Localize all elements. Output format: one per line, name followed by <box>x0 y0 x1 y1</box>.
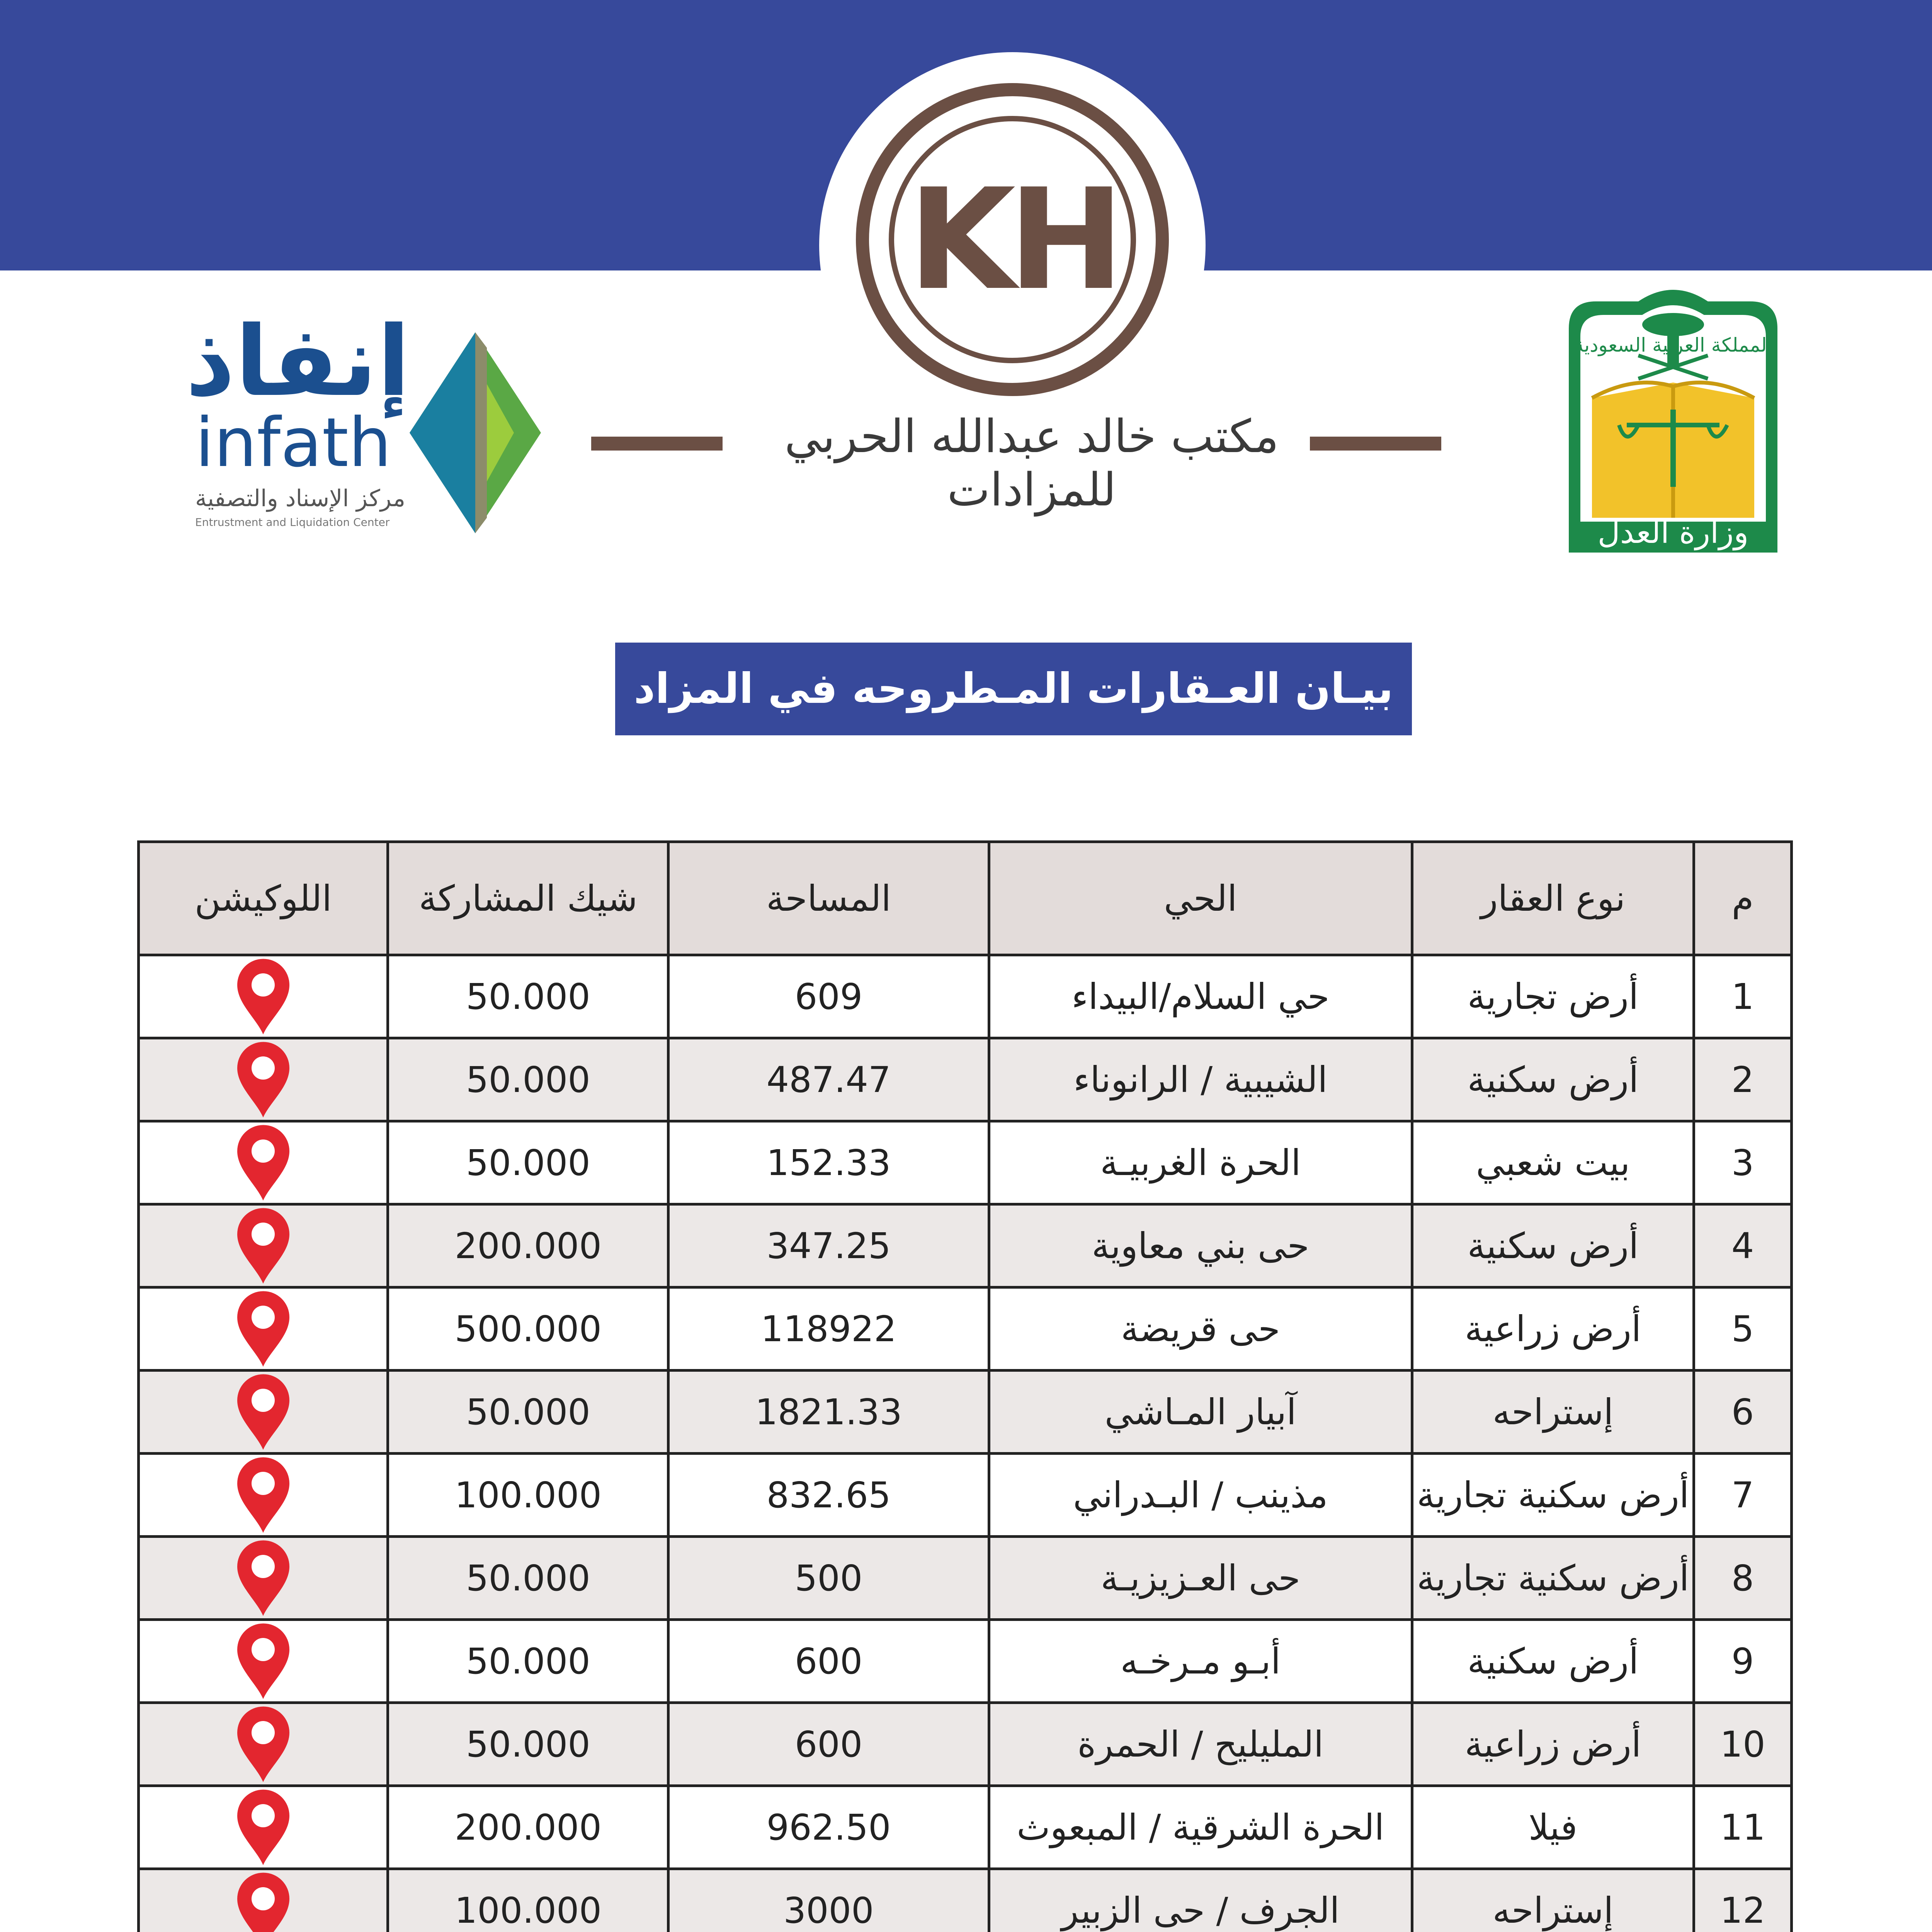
table-row <box>139 1620 1792 1703</box>
table-row <box>139 1371 1792 1454</box>
cell-property-type: أرض سكنية تجارية <box>1412 1454 1694 1537</box>
cell-area: 600 <box>668 1703 989 1786</box>
cell-location[interactable] <box>139 1204 388 1287</box>
map-pin-icon[interactable] <box>233 957 293 1036</box>
cell-area: 487.47 <box>668 1038 989 1121</box>
cell-property-type: أرض سكنية <box>1412 1038 1694 1121</box>
cell-index: 6 <box>1694 1371 1792 1454</box>
table-row <box>139 1204 1792 1287</box>
cell-area: 609 <box>668 955 989 1038</box>
cell-district: الشيبية / الرانوناء <box>989 1038 1412 1121</box>
cell-participation-check: 100.000 <box>388 1869 668 1932</box>
cell-index: 2 <box>1694 1038 1792 1121</box>
map-pin-icon[interactable] <box>233 1372 293 1452</box>
map-pin-icon[interactable] <box>233 1123 293 1202</box>
cell-participation-check: 200.000 <box>388 1786 668 1869</box>
cell-participation-check: 200.000 <box>388 1204 668 1287</box>
cell-area: 118922 <box>668 1287 989 1371</box>
cell-property-type: بيت شعبي <box>1412 1121 1694 1204</box>
cell-property-type: إستراحه <box>1412 1371 1694 1454</box>
cell-location[interactable] <box>139 1371 388 1454</box>
table-row <box>139 1287 1792 1371</box>
table-header-row <box>139 842 1792 955</box>
table-row <box>139 1869 1792 1932</box>
header-property-type: نوع العقار <box>1412 842 1694 955</box>
cell-index: 5 <box>1694 1287 1792 1371</box>
cell-district: المليليح / الحمرة <box>989 1703 1412 1786</box>
page-title: بيـان العـقارات المـطروحه في المزاد <box>615 643 1412 735</box>
map-pin-icon[interactable] <box>233 1456 293 1535</box>
cell-district: آبيار المـاشي <box>989 1371 1412 1454</box>
cell-property-type: فيلا <box>1412 1786 1694 1869</box>
kh-logo-text: KH <box>908 158 1117 321</box>
cell-participation-check: 500.000 <box>388 1287 668 1371</box>
cell-area: 500 <box>668 1537 989 1620</box>
table-row <box>139 1786 1792 1869</box>
map-pin-icon[interactable] <box>233 1206 293 1286</box>
cell-index: 12 <box>1694 1869 1792 1932</box>
cell-property-type: أرض سكنية <box>1412 1204 1694 1287</box>
cell-index: 10 <box>1694 1703 1792 1786</box>
table-row <box>139 1537 1792 1620</box>
cell-participation-check: 50.000 <box>388 1537 668 1620</box>
office-name-header: مكتب خالد عبدالله الحربي للمزادات <box>784 410 1279 516</box>
cell-index: 4 <box>1694 1204 1792 1287</box>
table-row <box>139 1038 1792 1121</box>
cell-district: حى قريضة <box>989 1287 1412 1371</box>
cell-district: الحرة الغربيـة <box>989 1121 1412 1204</box>
cell-district: حي السلام/البيداء <box>989 955 1412 1038</box>
cell-location[interactable] <box>139 1038 388 1121</box>
header-index: م <box>1694 842 1792 955</box>
cell-area: 1821.33 <box>668 1371 989 1454</box>
cell-district: الحرة الشرقية / المبعوث <box>989 1786 1412 1869</box>
infath-logo-english: infath <box>195 404 391 482</box>
map-pin-icon[interactable] <box>233 1622 293 1701</box>
table-row <box>139 1703 1792 1786</box>
cell-participation-check: 50.000 <box>388 1371 668 1454</box>
map-pin-icon[interactable] <box>233 1040 293 1119</box>
cell-district: حى بني معاوية <box>989 1204 1412 1287</box>
cell-property-type: أرض زراعية <box>1412 1287 1694 1371</box>
cell-location[interactable] <box>139 955 388 1038</box>
cell-participation-check: 50.000 <box>388 1703 668 1786</box>
map-pin-icon[interactable] <box>233 1539 293 1618</box>
infath-diamond-icon <box>410 332 541 533</box>
cell-district: الجرف / حى الزبير <box>989 1869 1412 1932</box>
cell-location[interactable] <box>139 1703 388 1786</box>
header-participation-check: شيك المشاركة <box>388 842 668 955</box>
cell-index: 9 <box>1694 1620 1792 1703</box>
header-location: اللوكيشن <box>139 842 388 955</box>
properties-table <box>137 840 1793 1932</box>
cell-area: 962.50 <box>668 1786 989 1869</box>
header-district: الحي <box>989 842 1412 955</box>
cell-location[interactable] <box>139 1121 388 1204</box>
cell-property-type: إستراحه <box>1412 1869 1694 1932</box>
header-area: المساحة <box>668 842 989 955</box>
cell-location[interactable] <box>139 1869 388 1932</box>
cell-index: 7 <box>1694 1454 1792 1537</box>
cell-property-type: أرض سكنية <box>1412 1620 1694 1703</box>
decorative-bar-left <box>591 437 723 451</box>
cell-area: 3000 <box>668 1869 989 1932</box>
cell-area: 832.65 <box>668 1454 989 1537</box>
cell-area: 152.33 <box>668 1121 989 1204</box>
cell-index: 3 <box>1694 1121 1792 1204</box>
cell-area: 600 <box>668 1620 989 1703</box>
map-pin-icon[interactable] <box>233 1705 293 1784</box>
cell-location[interactable] <box>139 1537 388 1620</box>
cell-participation-check: 50.000 <box>388 955 668 1038</box>
cell-district: أبـو مـرخـه <box>989 1620 1412 1703</box>
kh-logo <box>856 83 1169 396</box>
infath-subtitle-arabic: مركز الإسناد والتصفية <box>195 485 406 512</box>
table-row <box>139 955 1792 1038</box>
decorative-bar-right <box>1310 437 1441 451</box>
cell-property-type: أرض تجارية <box>1412 955 1694 1038</box>
cell-participation-check: 100.000 <box>388 1454 668 1537</box>
table-row <box>139 1121 1792 1204</box>
cell-location[interactable] <box>139 1620 388 1703</box>
moj-kingdom-text: المملكة العربية السعودية <box>1574 334 1772 356</box>
cell-participation-check: 50.000 <box>388 1121 668 1204</box>
cell-location[interactable] <box>139 1454 388 1537</box>
moj-name-text: وزارة العدل <box>1597 514 1749 550</box>
cell-location[interactable] <box>139 1786 388 1869</box>
ministry-of-justice-logo <box>1561 286 1785 553</box>
table-row <box>139 1454 1792 1537</box>
cell-index: 1 <box>1694 955 1792 1038</box>
cell-area: 347.25 <box>668 1204 989 1287</box>
cell-participation-check: 50.000 <box>388 1620 668 1703</box>
cell-index: 11 <box>1694 1786 1792 1869</box>
map-pin-icon[interactable] <box>233 1871 293 1932</box>
map-pin-icon[interactable] <box>233 1788 293 1867</box>
cell-district: مذينب / البـدراني <box>989 1454 1412 1537</box>
map-pin-icon[interactable] <box>233 1289 293 1369</box>
cell-property-type: أرض زراعية <box>1412 1703 1694 1786</box>
infath-logo-arabic: إنفاذ <box>185 305 410 418</box>
cell-property-type: أرض سكنية تجارية <box>1412 1537 1694 1620</box>
infath-subtitle-english: Entrustment and Liquidation Center <box>195 516 390 529</box>
cell-location[interactable] <box>139 1287 388 1371</box>
cell-index: 8 <box>1694 1537 1792 1620</box>
cell-participation-check: 50.000 <box>388 1038 668 1121</box>
cell-district: حى العـزيزيـة <box>989 1537 1412 1620</box>
